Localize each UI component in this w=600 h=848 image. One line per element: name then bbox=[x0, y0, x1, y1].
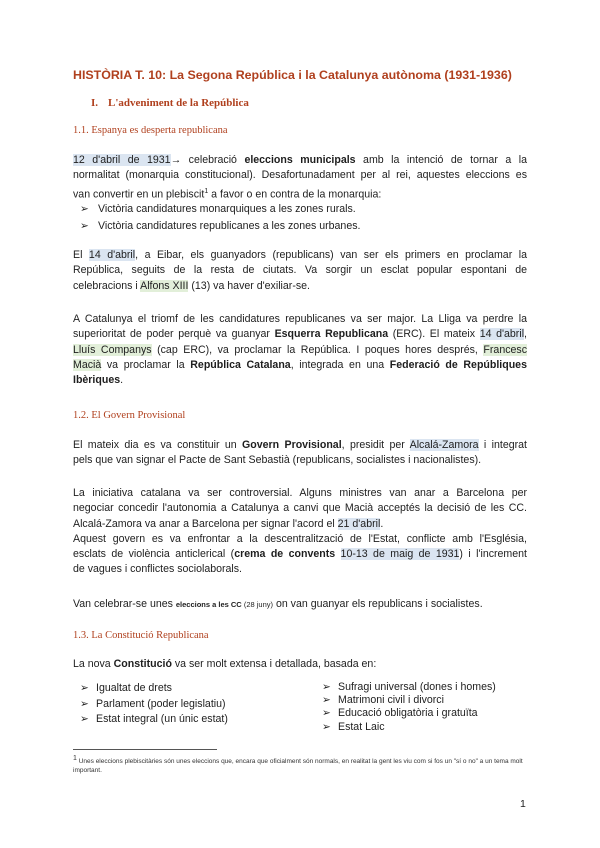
line: Alcalá-Zamora va anar a Barcelona per signar l'acord el 21 d'abril. bbox=[73, 517, 384, 530]
line: celebracions i Alfons XIII (13) va haver d'exiliar-se. bbox=[73, 279, 310, 292]
line: El 14 d'abril, a Eibar, els guanyadors (republicans) van ser els primers en proclamar la bbox=[73, 249, 527, 261]
bullet-arrow-icon: ➢ bbox=[80, 203, 89, 215]
paragraph-4 bbox=[73, 438, 527, 469]
subheading-1-1: 1.1. Espanya es desperta republicana bbox=[73, 125, 228, 136]
line: esclats de violència anticlerical (crema de convents 10-13 de maig de 1931) i l'increment bbox=[73, 548, 527, 561]
line: pels que van signar el Pacte de Sant Sebastià (republicans, socialistes i nacionalistes). bbox=[73, 454, 482, 467]
list-item: ➢ Victòria candidatures monarquiques a les zones rurals. bbox=[80, 203, 356, 215]
bullet-arrow-icon: ➢ bbox=[80, 697, 89, 710]
paragraph-5 bbox=[73, 486, 527, 578]
bold-term: Constitució bbox=[113, 658, 172, 670]
page-title: HISTÒRIA T. 10: La Segona República i la Catalunya autònoma (1931-1936) bbox=[73, 68, 512, 82]
list-item: ➢ Estat Laic bbox=[322, 720, 385, 733]
line: A Catalunya el triomf de les candidatures republicanes va ser major. La Lliga va perdre la bbox=[73, 313, 527, 325]
footnote-divider bbox=[73, 749, 217, 750]
bold-term: eleccions a les CC bbox=[175, 600, 242, 609]
line: Macià va proclamar la República Catalana, integrada en una Federació de Repúbliques bbox=[73, 358, 527, 371]
date-highlight: 21 d'abril bbox=[337, 517, 381, 530]
line: superioritat de poder perquè va guanyar Esquerra Republicana (ERC). El mateix 14 d'abril, bbox=[73, 328, 527, 341]
name-highlight: Alfons XIII bbox=[140, 279, 189, 292]
list-item: ➢ Victòria candidatures republicanes a les zones urbanes. bbox=[80, 220, 361, 232]
bold-term: Esquerra Republicana bbox=[274, 328, 389, 341]
bold-term: Federació de Repúbliques bbox=[389, 358, 527, 371]
bold-term: eleccions municipals bbox=[244, 154, 356, 166]
line: La nova Constitució va ser molt extensa i detallada, basada en: bbox=[73, 658, 377, 670]
bullet-arrow-icon: ➢ bbox=[322, 720, 331, 733]
line: Ibèriques. bbox=[73, 374, 124, 387]
bullet-arrow-icon: ➢ bbox=[80, 220, 89, 232]
bullet-arrow-icon: ➢ bbox=[322, 681, 331, 693]
line: van convertir en un plebiscit$^1$ a favor o en contra de la monarquia: bbox=[73, 187, 382, 201]
line: Lluís Companys (cap ERC), va proclamar la República. I poques hores després, Francesc bbox=[73, 343, 527, 356]
paragraph-2 bbox=[73, 248, 527, 294]
paragraph-3 bbox=[73, 312, 527, 388]
paragraph-6 bbox=[73, 597, 527, 612]
list-item: ➢ Matrimoni civil i divorci bbox=[322, 694, 444, 707]
date-highlight: 14 d'abril bbox=[88, 249, 136, 261]
date-highlight: 10-13 de maig de 1931 bbox=[340, 548, 460, 561]
section-label: L'adveniment de la República bbox=[108, 97, 249, 109]
line: de vagues i conflictes sociolaborals. bbox=[73, 563, 243, 576]
line: La iniciativa catalana va ser controversial. Alguns ministres van anar a Barcelona per bbox=[73, 487, 527, 499]
list-item: ➢ Educació obligatòria i gratuïta bbox=[322, 707, 478, 720]
line: El mateix dia es va constituir un Govern Provisional, presidit per Alcalá-Zamora i integrat bbox=[73, 439, 528, 451]
list-item: ➢ Parlament (poder legislatiu) bbox=[80, 697, 226, 710]
line: Van celebrar-se unes eleccions a les CC (28 juny) on van guanyar els republicans i socialistes. bbox=[73, 598, 483, 610]
paragraph-1 bbox=[73, 153, 527, 202]
bullet-arrow-icon: ➢ bbox=[80, 682, 89, 694]
section-heading bbox=[91, 97, 249, 109]
subheading-1-3: 1.3. La Constitució Republicana bbox=[73, 630, 209, 641]
arrow-icon: → bbox=[170, 154, 182, 166]
bullet-arrow-icon: ➢ bbox=[80, 713, 89, 725]
bold-term: crema de convents bbox=[234, 548, 336, 561]
date-highlight: 12 d'abril de 1931 bbox=[73, 154, 171, 166]
bullet-arrow-icon: ➢ bbox=[322, 707, 331, 720]
bold-term: Ibèriques bbox=[73, 374, 121, 387]
paragraph-7 bbox=[73, 657, 527, 672]
list-left bbox=[80, 681, 228, 728]
list-item: ➢ Igualtat de drets bbox=[80, 682, 172, 694]
line: República, seguits de la resta de ciutats. Va sorgir un esclat popular espontani de bbox=[73, 264, 527, 277]
footnote-ref: 1 bbox=[204, 187, 209, 195]
line: normalitat (monarquia constitucional). Desafortunadament per al rei, aquestes eleccions es bbox=[73, 169, 527, 182]
bullet-arrow-icon: ➢ bbox=[322, 694, 331, 707]
subheading-1-2: 1.2. El Govern Provisional bbox=[73, 410, 186, 421]
line: Aquest govern es va enfrontar a la descentralització de l'Estat, conflicte amb l'Església, bbox=[73, 532, 527, 545]
footnote-number: 1 bbox=[73, 755, 77, 762]
line: negociar concedir l'autonomia a Catalunya a canvi que Macià acceptés la decisió de les CC. bbox=[73, 502, 527, 515]
section-number: I. bbox=[91, 97, 99, 109]
name-highlight: Francesc bbox=[483, 343, 527, 356]
name-highlight: Lluís Companys bbox=[73, 343, 152, 356]
footnote: $^1$ Unes eleccions plebiscitàries són unes eleccions que, encara que oficialment són normals, en realitat la gent les viu com si fos un "sí o no" a un tema molt important. bbox=[73, 755, 523, 775]
list-right bbox=[322, 681, 496, 734]
bold-term: Govern Provisional bbox=[242, 439, 342, 451]
name-highlight: Macià bbox=[73, 358, 102, 371]
page-number: 1 bbox=[520, 798, 526, 810]
date-highlight: 14 d'abril bbox=[479, 328, 525, 341]
name-highlight: Alcalá-Zamora bbox=[409, 439, 479, 451]
list-item: ➢ Sufragi universal (dones i homes) bbox=[322, 681, 496, 693]
bold-term: República Catalana bbox=[190, 358, 291, 371]
list-item: ➢ Estat integral (un únic estat) bbox=[80, 713, 228, 725]
line: 12 d'abril de 1931→ celebració eleccions municipals amb la intenció de tornar a la bbox=[73, 154, 527, 166]
